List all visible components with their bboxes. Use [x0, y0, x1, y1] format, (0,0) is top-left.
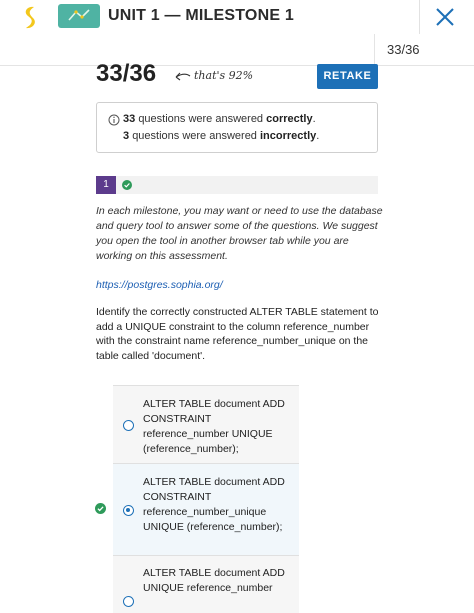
info-icon — [108, 114, 120, 126]
score-bar — [0, 34, 474, 66]
sophia-logo-icon[interactable] — [19, 4, 41, 30]
course-thumbnail-icon — [58, 4, 100, 28]
correct-text: questions were answered — [138, 113, 264, 125]
incorrect-summary: 3 questions were answered incorrectly. — [123, 130, 320, 142]
answer-option-selected[interactable] — [113, 463, 299, 555]
correct-count: 33 — [123, 113, 136, 125]
divider — [419, 0, 420, 34]
percentage-note: that's 92% — [194, 69, 254, 82]
answer-option[interactable] — [113, 385, 299, 463]
question-header — [96, 176, 378, 194]
answer-option[interactable] — [113, 555, 299, 613]
page-title: UNIT 1 — MILESTONE 1 — [108, 7, 294, 24]
radio-button[interactable] — [123, 420, 134, 431]
check-circle-icon — [122, 180, 132, 190]
question-prompt: Identify the correctly constructed ALTER TABLE statement to add a UNIQUE constraint to the column reference_number with the constraint name reference_number_unique on the table called 'document'. — [96, 306, 379, 362]
score-indicator-text: 33/36 — [387, 42, 420, 57]
final-score: 33/36 — [96, 60, 157, 87]
database-tool-link[interactable]: https://postgres.sophia.org/ — [96, 279, 223, 291]
question-intro: In each milestone, you may want or need to use the database and query tool to answer some of the questions. We suggest you open the tool in another browser tab while you are working on this assessment. — [96, 205, 383, 262]
correct-word: correctly — [266, 113, 313, 125]
answer-option-text: ALTER TABLE document ADD UNIQUE reference_number — [143, 567, 285, 594]
retake-button[interactable]: RETAKE — [317, 64, 378, 89]
score-indicator — [374, 34, 474, 66]
answer-option-text: ALTER TABLE document ADD CONSTRAINT reference_number UNIQUE (reference_number); — [143, 398, 285, 455]
incorrect-text: questions were answered — [132, 130, 257, 142]
answer-option-text: ALTER TABLE document ADD CONSTRAINT reference_number_unique UNIQUE (reference_number); — [143, 476, 285, 533]
incorrect-word: incorrectly — [260, 130, 317, 142]
radio-button-selected[interactable] — [123, 505, 134, 516]
question-number-badge: 1 — [96, 176, 116, 194]
correct-summary: 33 questions were answered correctly. — [123, 113, 316, 125]
top-bar — [0, 0, 474, 34]
results-info-box — [96, 102, 378, 153]
close-icon[interactable] — [432, 4, 458, 30]
incorrect-count: 3 — [123, 130, 130, 142]
arrow-left-icon — [174, 70, 192, 82]
check-circle-icon — [95, 503, 106, 514]
radio-button[interactable] — [123, 596, 134, 607]
